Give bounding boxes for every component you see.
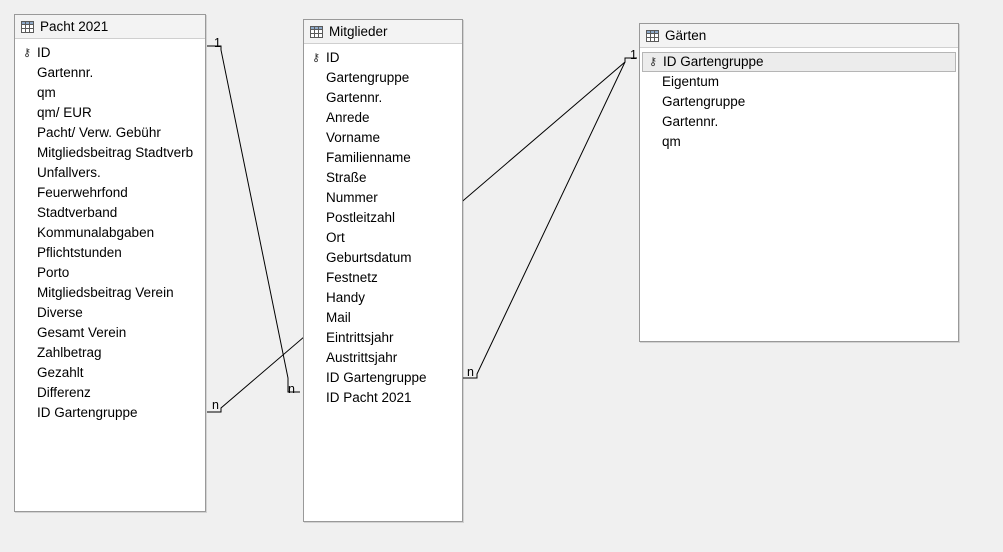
field-row[interactable] [304, 288, 462, 308]
field-row[interactable] [15, 343, 205, 363]
field-name: Kommunalabgaben [37, 225, 155, 240]
cardinality-label-pacht-n: n [212, 398, 219, 412]
field-row[interactable] [15, 203, 205, 223]
field-name: Festnetz [326, 270, 378, 285]
field-row[interactable] [15, 243, 205, 263]
field-row[interactable] [15, 83, 205, 103]
field-name: Pflichtstunden [37, 245, 122, 260]
field-name: Geburtsdatum [326, 250, 412, 265]
primary-key-icon: ⚷ [649, 56, 658, 68]
table-window-gaerten[interactable] [639, 23, 959, 342]
table-title-bar-gaerten[interactable] [640, 24, 958, 48]
table-title-text: Gärten [665, 28, 707, 43]
field-row[interactable] [640, 132, 958, 152]
field-row[interactable] [304, 108, 462, 128]
field-row[interactable] [304, 268, 462, 288]
cardinality-label-mitglieder-n-2: n [467, 365, 474, 379]
field-row[interactable] [15, 403, 205, 423]
field-name: ID Pacht 2021 [326, 390, 412, 405]
field-name: ID Gartengruppe [326, 370, 427, 385]
field-row[interactable] [304, 328, 462, 348]
field-name: Familienname [326, 150, 411, 165]
connector-pacht-mitglieder [207, 46, 300, 392]
field-name: qm [662, 134, 681, 149]
field-row[interactable] [304, 368, 462, 388]
field-name: Mitgliedsbeitrag Stadtverb [37, 145, 194, 160]
field-name: ID Gartengruppe [663, 54, 764, 69]
field-name: Nummer [326, 190, 378, 205]
table-title-text: Pacht 2021 [40, 19, 109, 34]
field-row[interactable] [304, 48, 462, 68]
field-row[interactable] [15, 223, 205, 243]
field-row[interactable] [15, 43, 205, 63]
field-name: ID [326, 50, 340, 65]
field-row[interactable] [304, 248, 462, 268]
field-name: Diverse [37, 305, 83, 320]
field-name: Unfallvers. [37, 165, 101, 180]
field-row[interactable] [640, 112, 958, 132]
field-name: Differenz [37, 385, 91, 400]
field-row[interactable] [640, 92, 958, 112]
field-list-pacht-2021 [15, 39, 205, 423]
connector-mitglieder-gaerten [463, 58, 637, 378]
field-row[interactable] [15, 143, 205, 163]
field-row[interactable] [304, 68, 462, 88]
field-row[interactable] [304, 168, 462, 188]
field-name: Gartengruppe [326, 70, 410, 85]
field-name: Gezahlt [37, 365, 84, 380]
field-name: qm [37, 85, 56, 100]
field-name: Zahlbetrag [37, 345, 102, 360]
field-row[interactable] [640, 72, 958, 92]
field-name: qm/ EUR [37, 105, 92, 120]
field-row[interactable] [15, 183, 205, 203]
field-row[interactable] [15, 123, 205, 143]
table-window-mitglieder[interactable] [303, 19, 463, 522]
field-name: ID [37, 45, 51, 60]
field-row[interactable] [304, 148, 462, 168]
field-name: Vorname [326, 130, 381, 145]
field-row[interactable] [304, 88, 462, 108]
cardinality-label-pacht-1: 1 [214, 36, 221, 50]
field-name: Postleitzahl [326, 210, 396, 225]
table-grid-icon [310, 26, 323, 38]
table-title-text: Mitglieder [329, 24, 388, 39]
table-window-pacht-2021[interactable] [14, 14, 206, 512]
field-row[interactable] [15, 303, 205, 323]
field-name: Mail [326, 310, 351, 325]
field-row[interactable] [15, 283, 205, 303]
field-row[interactable] [15, 363, 205, 383]
field-name: Gartennr. [326, 90, 383, 105]
field-name: Feuerwehrfond [37, 185, 128, 200]
field-row[interactable] [304, 308, 462, 328]
field-name: Gartennr. [662, 114, 719, 129]
field-name: Austrittsjahr [326, 350, 398, 365]
primary-key-icon: ⚷ [23, 47, 32, 59]
field-name: Straße [326, 170, 367, 185]
field-row[interactable] [304, 348, 462, 368]
field-name: Gartengruppe [662, 94, 746, 109]
field-list-mitglieder [304, 44, 462, 408]
field-name: Gartennr. [37, 65, 94, 80]
field-row[interactable] [15, 163, 205, 183]
field-row[interactable] [15, 383, 205, 403]
table-grid-icon [21, 21, 34, 33]
cardinality-label-mitglieder-n: n [288, 382, 295, 396]
field-row[interactable] [304, 208, 462, 228]
field-row[interactable] [304, 388, 462, 408]
field-name: Gesamt Verein [37, 325, 127, 340]
field-name: ID Gartengruppe [37, 405, 138, 420]
field-name: Handy [326, 290, 366, 305]
field-row[interactable] [15, 103, 205, 123]
field-name: Mitgliedsbeitrag Verein [37, 285, 174, 300]
field-row-selected[interactable] [642, 52, 956, 72]
field-row[interactable] [15, 263, 205, 283]
field-name: Eigentum [662, 74, 720, 89]
table-title-bar-mitglieder[interactable] [304, 20, 462, 44]
primary-key-icon: ⚷ [312, 52, 321, 64]
table-grid-icon [646, 30, 659, 42]
field-name: Anrede [326, 110, 370, 125]
field-name: Stadtverband [37, 205, 118, 220]
table-title-bar-pacht-2021[interactable] [15, 15, 205, 39]
field-name: Eintrittsjahr [326, 330, 394, 345]
field-row[interactable] [304, 128, 462, 148]
field-row[interactable] [304, 228, 462, 248]
cardinality-label-gaerten-1: 1 [630, 48, 637, 62]
field-row[interactable] [15, 323, 205, 343]
field-list-gaerten [640, 48, 958, 152]
field-name: Ort [326, 230, 345, 245]
field-name: Pacht/ Verw. Gebühr [37, 125, 161, 140]
field-row[interactable] [304, 188, 462, 208]
field-row[interactable] [15, 63, 205, 83]
field-name: Porto [37, 265, 70, 280]
